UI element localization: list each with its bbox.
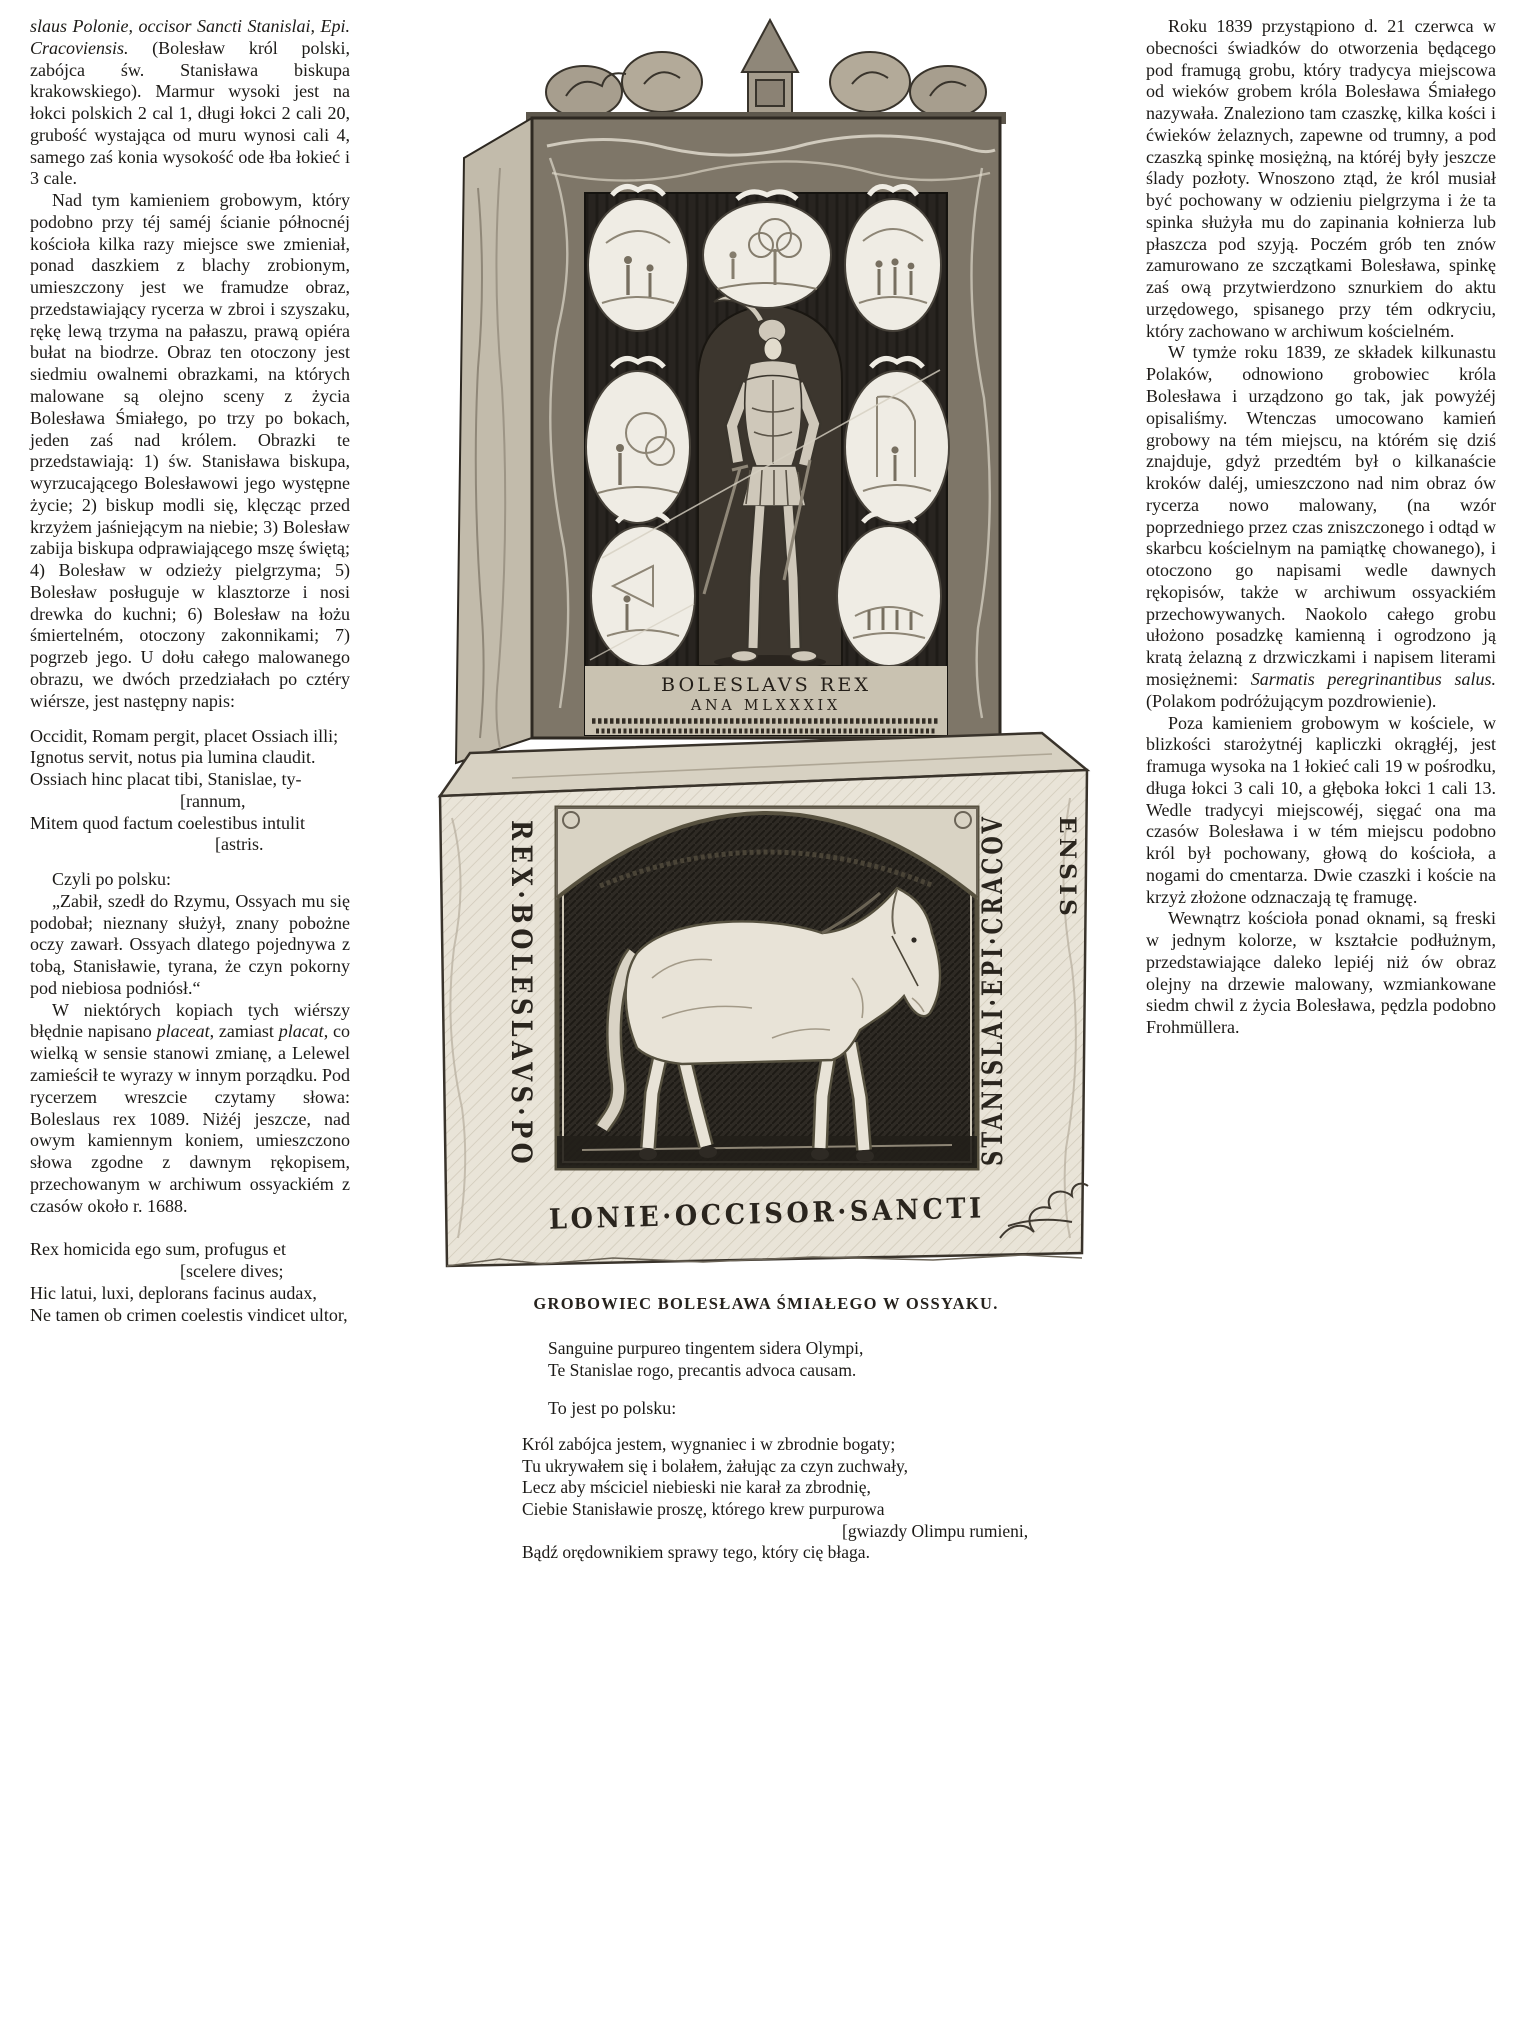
verse-line: [scelere dives; (180, 1261, 284, 1282)
carved-crest (526, 20, 1006, 124)
italic-inscription: Sarmatis peregrinantibus salus. (1250, 668, 1496, 689)
polish-translation-heading: To jest po polsku: (548, 1398, 677, 1418)
verse-line: Ciebie Stanisławie proszę, którego krew purpurowa (522, 1499, 885, 1520)
italic-word: placat (278, 1021, 324, 1042)
verse-line: [astris. (215, 834, 264, 855)
paragraph-text: W niektórych kopiach tych wiérszy błędnie napisano (30, 999, 350, 1042)
verse-line: Rex homicida ego sum, profugus et (30, 1239, 286, 1260)
right-text-column (1146, 16, 1496, 1039)
inscription-left: REX·BOLESLAVS·PO (505, 820, 538, 1223)
paragraph: Wewnątrz kościoła ponad oknami, są freski w jednym kolorze, w kształcie podłużnym, przedstawiające daleko lepiéj niż ów obraz olejny na drzewie malowany, wzmiankowane siedm chwil z życia Bolesława, pędzla podobno Frohmüllera. (1146, 908, 1496, 1038)
paragraph: „Zabił, szedł do Rzymu, Ossyach mu się podobał; nieznany służył, znany pobożne oczy zawarł. Ossyach dlatego pojednywa z tobą, Stanisławie, tyrana, że czyn pokorny pod niebiosa podniósł.“ (30, 890, 350, 998)
verse-line: Mitem quod factum coelestibus intulit (30, 812, 305, 833)
paragraph-text: W tymże roku 1839, ze składek kilkunastu Polaków, odnowiono grobowiec króla Bolesława i urządzono go tak, jak powyżéj opisaliśmy. Wtenczas umocowano kamień grobowy na tém miejscu, na którém się dziś znajduje, gdyż przedtém był o kilkanaście kroków daléj, umieszczono nad nim obraz ów rycerza nowo malowany, (na wzór poprzedniego przez czas zniszczonego i odtąd w skarbcu kościelnym na pamiątkę chowanego), i otoczono go napisami wedle dawnych rękopisów, także w archiwum ossyackiém przechowywanych. Naokolo całego grobu ułożono posadzkę kamienną i ogrodzono ją kratą żelazną z drzwiczkami i napisem literami mosiężnemi: (1146, 342, 1496, 689)
subheading: Czyli po polsku: (52, 869, 172, 890)
polish-epitaph-verse (522, 1434, 1028, 1564)
verse-line: Te Stanislae rogo, precantis advoca causam. (548, 1359, 857, 1380)
verse-line: Occidit, Romam pergit, placet Ossiach illi; (30, 725, 339, 746)
paragraph (1146, 342, 1496, 712)
italic-word: placeat (156, 1021, 210, 1042)
verse-line: [gwiazdy Olimpu rumieni, (842, 1520, 1029, 1541)
verse-line: Ignotus servit, notus pia lumina claudit. (30, 747, 316, 768)
verse-line: [rannum, (180, 790, 246, 811)
paragraph-text: (Bolesław król polski, zabójca św. Stanisława biskupa krakowskiego). Marmur wysoki jest na łokci polskich 2 cal 1, długi łokci 2 cali 20, grubość wystająca od muru wynosi cali 4, samego zaś konia wysokość ode łba łokieć i 3 cale. (30, 37, 350, 189)
paragraph-text: , co wielką w sensie stanowi zmianę, a Lelewel zamieścił te wyrazy w innym porządku. Pod rycerzem wreszcie czytamy słowa: Boleslaus rex 1089. Niżéj jeszcze, nad owym kamiennym koniem, umieszczono słowa zgodne z dawnym rękopisem, przechowanym w archiwum ossyackiém z czasów około r. 1688. (30, 1021, 350, 1216)
paragraph-text: , zamiast (209, 1021, 279, 1042)
illustration-caption: GROBOWIEC BOLESŁAWA ŚMIAŁEGO W OSSYAKU. (533, 1294, 999, 1313)
left-text-column (30, 16, 350, 1339)
pedestal-text-2: ANA MLXXXIX (690, 696, 841, 714)
latin-verse-block (30, 1239, 350, 1326)
latin-epitaph-verse (548, 1338, 863, 1382)
horse-relief-field (557, 808, 977, 1168)
inscription-right: STANISLAI·EPI·CRACOV (976, 701, 1009, 1166)
inscription-bottom: LONIE·OCCISOR·SANCTI (548, 1190, 1027, 1236)
paragraph (30, 1000, 350, 1218)
inscription-right-end: ENSIS (1054, 816, 1080, 915)
verse-line: Lecz aby mściciel niebieski nie karał za zbrodnię, (522, 1477, 871, 1498)
verse-line: Król zabójca jestem, wygnaniec i w zbrodnie bogaty; (522, 1434, 896, 1454)
verse-line: Ne tamen ob crimen coelestis vindicet ultor, (30, 1304, 348, 1325)
paragraph (30, 16, 350, 190)
verse-line: Hic latui, luxi, deplorans facinus audax, (30, 1282, 317, 1303)
latin-title-fragment: slaus Polonie, occisor Sancti Stanislai, Epi. Cracoviensis. (30, 16, 350, 58)
paragraph: Poza kamieniem grobowym w kościele, w blizkości starożytnéj kapliczki okrągłéj, jest framuga wysoka na 1 łokieć cali 19 w pośrodku, długa łokci 3 cali 10, a głęboka łokci 1 cali 13. Wedle tradycyi miejscowéj, sięgać ona ma czasów Bolesława i w tém miejscu podobno król był pochowany, głową do kościoła, a nogami do cmentarza. Dwie czaszki i koście na krzyż złożone odznaczają tę framugę. (1146, 712, 1496, 907)
verse-line: Sanguine purpureo tingentem sidera Olympi, (548, 1338, 864, 1358)
paragraph-text: (Polakom podróżującym pozdrowienie). (1146, 690, 1437, 711)
verse-line: Ossiach hinc placat tibi, Stanislae, ty- (30, 769, 302, 790)
verse-line: Tu ukrywałem się i bolałem, żałując za czyn zuchwały, (522, 1455, 908, 1476)
pedestal-inscription (585, 666, 947, 735)
tomb-engraving (352, 18, 1112, 1298)
paragraph: Nad tym kamieniem grobowym, który podobno przy téj saméj ścianie północnéj kościoła kilka razy miejsce swe zmieniał, ponad daszkiem z blachy zrobionym, umieszczony jest we framudze obraz, przedstawiający rycerza w zbroi i szyszaku, rękę lewą trzyma na pałaszu, prawą opiéra bułat na biodrze. Obraz ten otoczony jest siedmiu owalnemi obrazkami, na których malowane są olejno sceny z życia Bolesława Śmiałego, po trzy po bokach, jeden zaś nad królem. Obrazki te przedstawiają: 1) św. Stanisława biskupa, wyrzucającego Bolesławowi jego występne życie; 2) biskup modli się, klęcząc przed krzyżem jaśniejącym na niebie; 3) Bolesław zabija biskupa odprawiającego mszę świętą; 4) Bolesław w odzieży pielgrzyma; 5) Bolesław posługuje w klasztorze i nosi drewka do kuchni; 6) Bolesław na łożu śmiertelném, otoczony zakonnikami; 7) pogrzeb jego. U dołu całego malowanego obrazu, we dwóch przedziałach po cztéry wiérsze, jest następny napis: (30, 190, 350, 711)
verse-line: Bądź orędownikiem sprawy tego, który cię błaga. (522, 1542, 870, 1563)
pedestal-text-1: BOLESLAVS REX (661, 674, 871, 696)
latin-verse-block (30, 726, 350, 857)
paragraph: Roku 1839 przystąpiono d. 21 czerwca w obecności świadków do otworzenia będącego pod framugą grobu, który tradycya miejscowa od wieków grobem króla Bolesława Śmiałego nazywała. Znaleziono tam czaszkę, kilka kości i ćwieków żelaznych, zapewne od trumny, a pod czaszką spinkę mosiężną, na któréj były jeszcze ślady pozłoty. Wnoszono ztąd, że król musiał być pochowany w odzieniu pielgrzyma i że ta spinka służyła mu do zapinania kołnierza lub płaszcza pod szyją. Poczém grób ten znów zamurowano ze szczątkami Bolesława, spinkę zaś ową przytwierdzono sznurkiem do aktu urzędowego, spisanego przy tém odkryciu, który zachowano w archiwum kościelném. (1146, 16, 1496, 341)
